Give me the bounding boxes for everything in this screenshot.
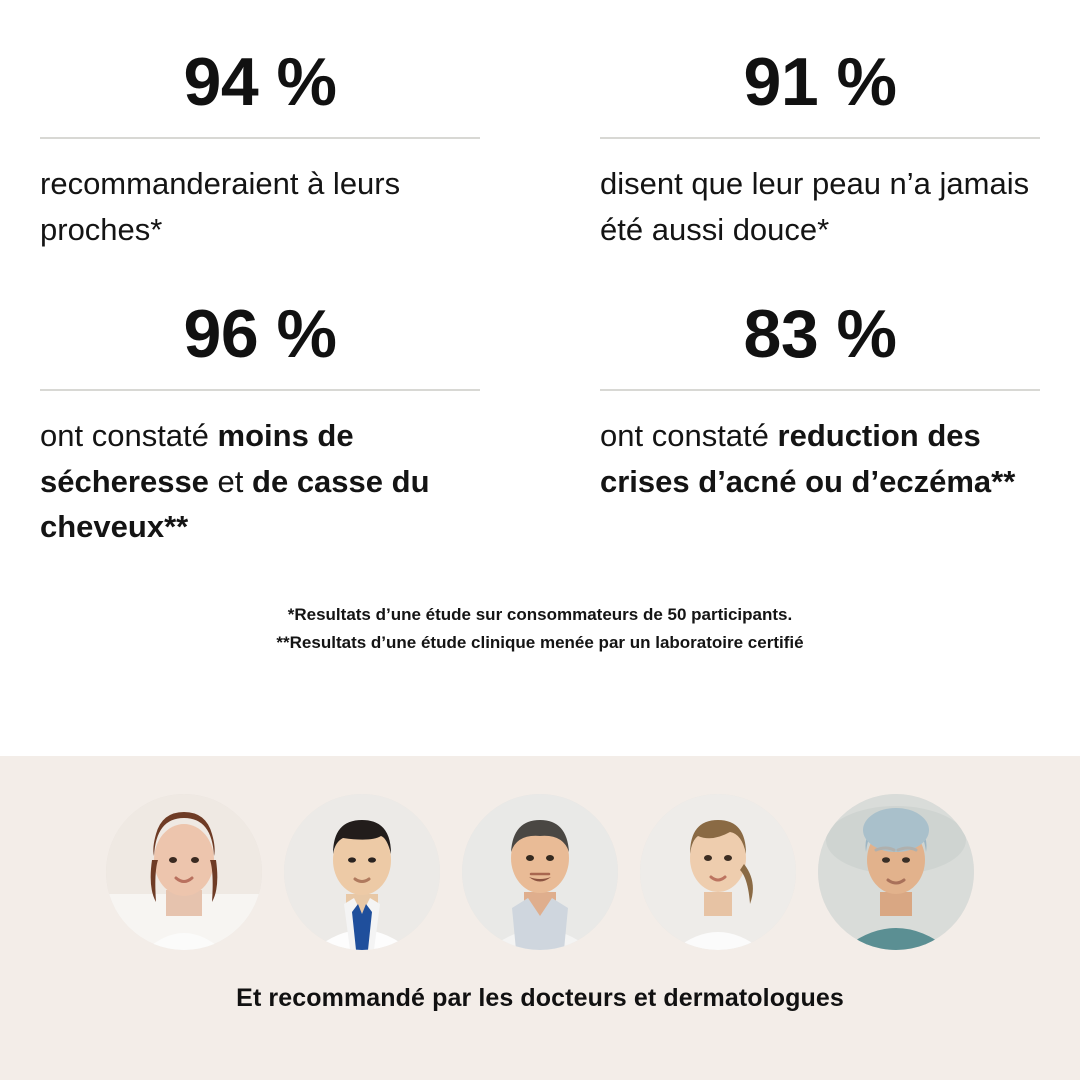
stat-description: ont constaté moins de sécheresse et de casse du cheveux** [40, 418, 430, 544]
footnote-1: *Resultats d’une étude sur consommateurs de 50 participants. [287, 605, 793, 625]
stat-value: 94 % [183, 44, 337, 120]
stat-description: ont constaté reduction des crises d’acné ou d’eczéma** [600, 418, 1016, 499]
doctors-caption: Et recommandé par les docteurs et dermatologues [236, 984, 844, 1012]
stat-divider [40, 389, 480, 391]
doctor-avatars [106, 794, 974, 950]
stat-divider [600, 137, 1040, 139]
doctors-band [0, 756, 1080, 1080]
footnotes [0, 601, 1080, 657]
stat-description: disent que leur peau n’a jamais été aussi douce* [600, 166, 1030, 247]
stat-card-3 [40, 252, 480, 549]
footnote-2: **Resultats d’une étude clinique menée par un laboratoire certifié [276, 633, 804, 653]
avatar-doctor-1 [106, 794, 262, 950]
stat-description: recommanderaient à leurs proches* [40, 166, 401, 247]
stat-card-1 [40, 46, 480, 252]
stat-value: 96 % [183, 295, 337, 372]
stat-divider [600, 389, 1040, 391]
stat-divider [40, 137, 480, 139]
avatar-doctor-3 [462, 794, 618, 950]
avatar-doctor-4 [640, 794, 796, 950]
stat-value: 83 % [743, 295, 897, 372]
avatar-doctor-2 [284, 794, 440, 950]
avatar-doctor-5 [818, 794, 974, 950]
stat-card-4 [600, 252, 1040, 549]
stat-value: 91 % [743, 44, 897, 120]
stat-card-2 [600, 46, 1040, 252]
